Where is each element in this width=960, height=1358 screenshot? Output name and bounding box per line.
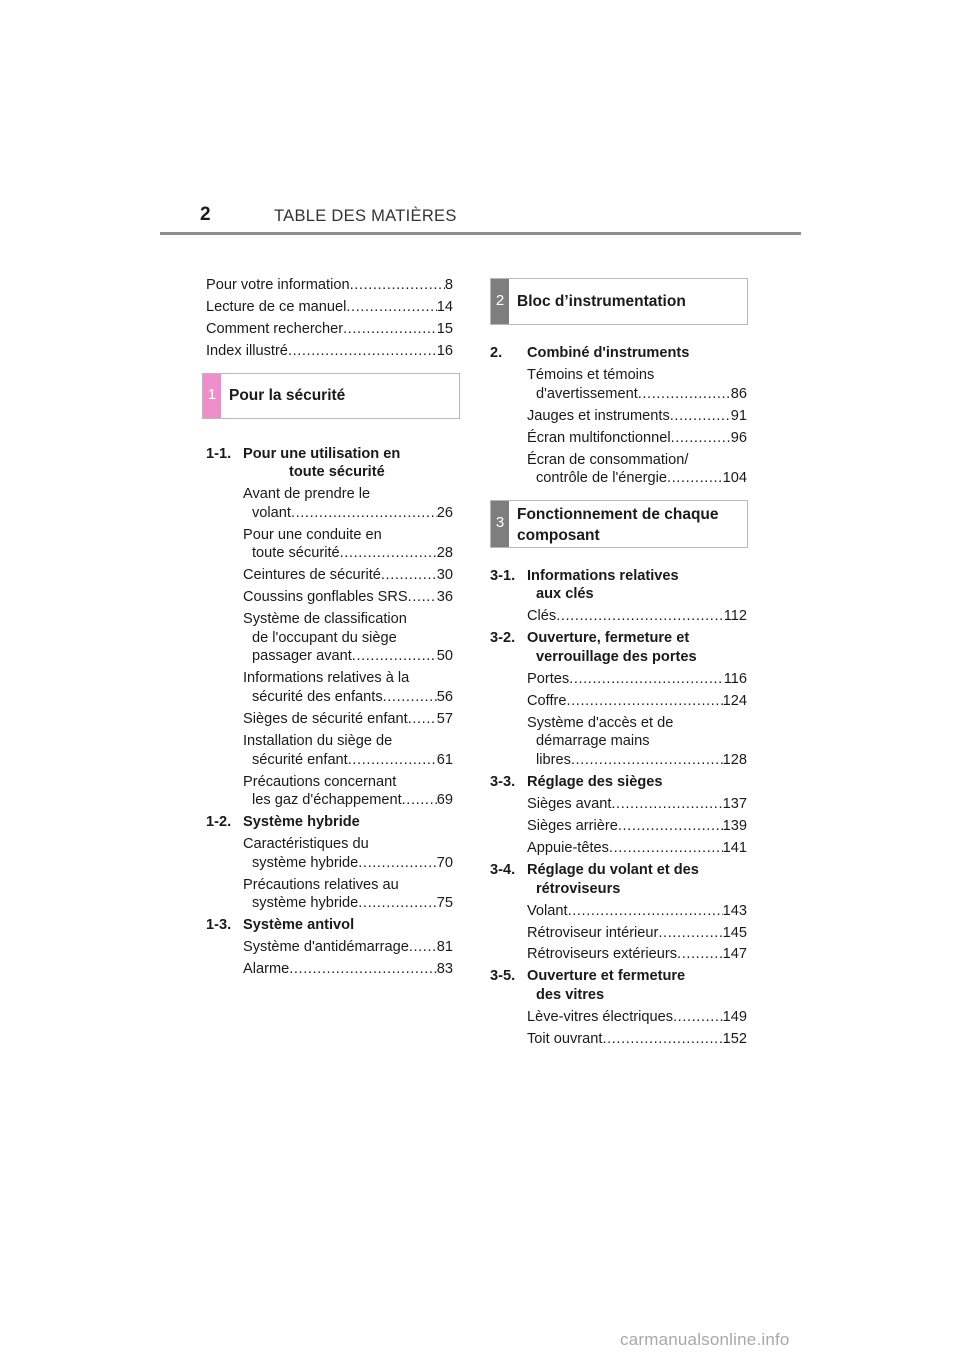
toc-entry[interactable]: Index illustré ..... 16 [206,342,453,361]
toc-entry[interactable]: Avant de prendre le volant ..... 26 [206,485,453,522]
toc-entry[interactable]: Coffre ..... 124 [490,692,747,711]
toc-entry[interactable]: Rétroviseurs extérieurs ..... 147 [490,945,747,964]
toc-entry[interactable]: Alarme ..... 83 [206,960,453,979]
section-heading[interactable]: 3-5. Ouverture et fermeture des vitres [490,968,686,1004]
toc-entry[interactable]: Écran multifonctionnel ..... 96 [490,429,747,448]
toc-entry[interactable]: Jauges et instruments ..... 91 [490,407,747,426]
toc-entry[interactable]: Rétroviseur intérieur ..... 145 [490,924,747,943]
chapter-tab-1: 1 [203,374,221,418]
section-heading[interactable]: 3-3. Réglage des sièges [490,774,663,790]
toc-entry[interactable]: Système d'antidémarrage ..... 81 [206,938,453,957]
chapter-tab-3: 3 [491,501,509,547]
page-header-title: TABLE DES MATIÈRES [274,207,457,225]
toc-entry[interactable]: Sièges arrière ..... 139 [490,817,747,836]
section-heading[interactable]: 1-3. Système antivol [206,917,355,934]
toc-entry[interactable]: Sièges avant ..... 137 [490,795,747,814]
toc-entry[interactable]: Toit ouvrant ..... 152 [490,1030,747,1049]
toc-entry[interactable]: Volant ..... 143 [490,902,747,921]
section-heading[interactable]: 1-2. Système hybride [206,814,360,831]
chapter-box-1[interactable] [202,373,460,419]
toc-entry[interactable]: Témoins et témoins d'avertissement ..... 86 [490,366,747,403]
toc-entry[interactable]: Écran de consommation/ contrôle de l'énergie ..... 104 [490,451,747,488]
toc-entry[interactable]: Lecture de ce manuel ..... 14 [206,298,453,317]
section-heading[interactable]: 2. Combiné d'instruments [490,345,690,361]
toc-entry[interactable]: Pour votre information ..... 8 [206,276,453,295]
section-heading[interactable]: 3-1. Informations relatives aux clés [490,567,679,603]
toc-entry[interactable]: Clés ..... 112 [490,607,747,626]
toc-entry[interactable]: Pour une conduite en toute sécurité ..... 28 [206,526,453,563]
chapter-title: Bloc d’instrumentation [517,293,686,310]
chapter-box-2[interactable] [490,278,748,325]
header-rule [160,232,801,235]
toc-right-column [490,278,747,1052]
chapter-title: Fonctionnement de chaque composant [517,505,719,544]
toc-left-column [206,276,453,982]
toc-entry[interactable]: Caractéristiques du système hybride ..... 70 [206,835,453,872]
toc-entry[interactable]: Lève-vitres électriques ..... 149 [490,1008,747,1027]
section-heading[interactable]: 3-2. Ouverture, fermeture et verrouillage des portes [490,630,697,665]
chapter-title: Pour la sécurité [229,387,346,405]
toc-entry[interactable]: Comment rechercher ..... 15 [206,320,453,339]
toc-entry[interactable]: Coussins gonflables SRS ..... 36 [206,588,453,607]
section-heading[interactable]: 3-4. Réglage du volant et des rétroviseurs [490,861,699,897]
toc-entry[interactable]: Ceintures de sécurité ..... 30 [206,566,453,585]
toc-entry[interactable]: Appuie-têtes ..... 141 [490,839,747,858]
section-heading[interactable]: 1-1. Pour une utilisation en toute sécurité [206,445,401,481]
toc-entry[interactable]: Système d'accès et de démarrage mains libres ..... 128 [490,714,747,770]
toc-entry[interactable]: Sièges de sécurité enfant ..... 57 [206,710,453,729]
page-number: 2 [200,204,211,225]
watermark-text: carmanualsonline.info [620,1330,790,1349]
chapter-box-3[interactable] [490,500,748,548]
chapter-tab-2: 2 [491,279,509,324]
toc-entry[interactable]: Système de classification de l'occupant du siège passager avant ..... 50 [206,610,453,666]
toc-entry[interactable]: Précautions concernant les gaz d'échappement ..... 69 [206,773,453,810]
toc-entry[interactable]: Portes ..... 116 [490,670,747,689]
toc-entry[interactable]: Informations relatives à la sécurité des enfants ..... 56 [206,669,453,706]
toc-entry[interactable]: Installation du siège de sécurité enfant ..... 61 [206,732,453,769]
toc-entry[interactable]: Précautions relatives au système hybride ..... 75 [206,876,453,913]
